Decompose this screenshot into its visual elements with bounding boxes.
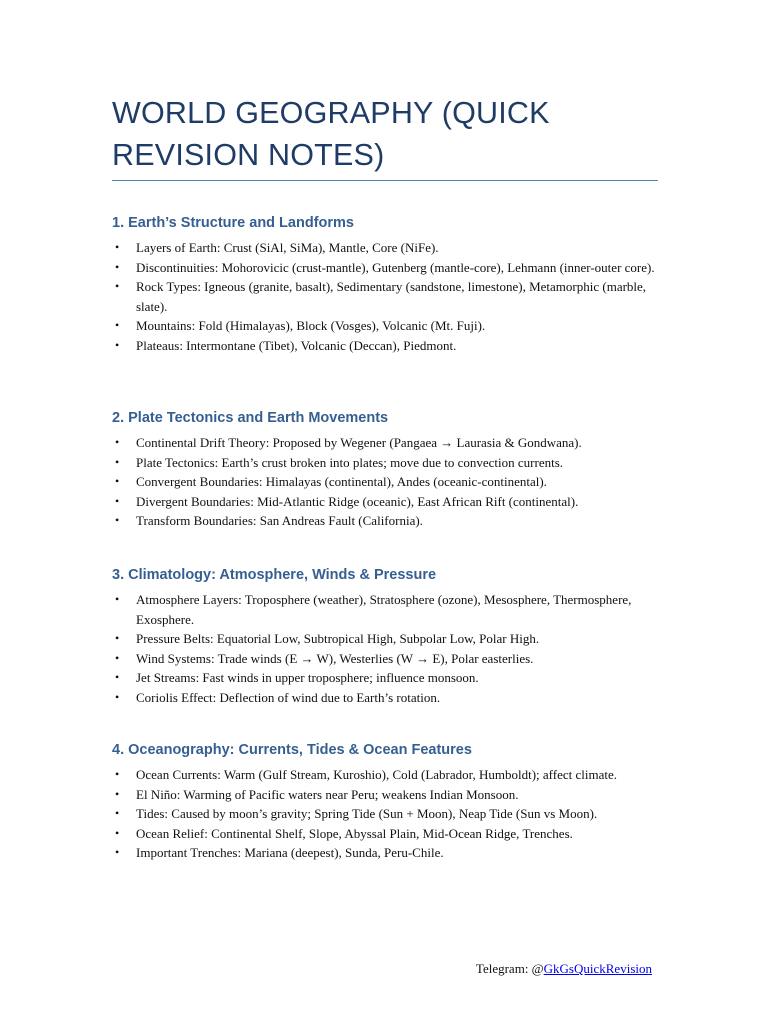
list-item bbox=[112, 824, 672, 844]
section-heading: 1. Earth’s Structure and Landforms bbox=[112, 215, 354, 231]
bullet-list bbox=[112, 590, 672, 707]
title-divider bbox=[112, 180, 658, 181]
bullet-icon: • bbox=[115, 767, 120, 781]
list-item bbox=[112, 649, 672, 669]
list-item bbox=[112, 238, 672, 258]
list-item bbox=[112, 785, 672, 805]
list-item-text: Rock Types: Igneous (granite, basalt), Sedimentary (sandstone, limestone), Metamorphic (marble, slate). bbox=[136, 279, 647, 314]
list-item-text: El Niño: Warming of Pacific waters near Peru; weakens Indian Monsoon. bbox=[136, 786, 519, 802]
section-heading: 2. Plate Tectonics and Earth Movements bbox=[112, 410, 389, 426]
bullet-icon: • bbox=[115, 318, 120, 332]
footer-label: Telegram: @ bbox=[475, 961, 544, 976]
list-item-text: Layers of Earth: Crust (SiAl, SiMa), Mantle, Core (NiFe). bbox=[136, 240, 439, 255]
bullet-icon: • bbox=[115, 279, 120, 293]
section-plate-tectonics bbox=[112, 409, 672, 531]
list-item bbox=[112, 629, 672, 649]
list-item-text: Discontinuities: Mohorovicic (crust-mantle), Gutenberg (mantle-core), Lehmann (inner-outer core). bbox=[136, 259, 655, 275]
list-item-text: Divergent Boundaries: Mid-Atlantic Ridge (oceanic), East African Rift (continental). bbox=[136, 493, 579, 509]
bullet-icon: • bbox=[115, 435, 120, 449]
list-item-text: Atmosphere Layers: Troposphere (weather), Stratosphere (ozone), Mesosphere, Thermosphere, Exosphere. bbox=[136, 592, 632, 627]
bullet-icon: • bbox=[115, 650, 120, 665]
list-item bbox=[112, 277, 672, 316]
list-item-text: Important Trenches: Mariana (deepest), Sunda, Peru-Chile. bbox=[136, 845, 444, 860]
bullet-icon: • bbox=[115, 240, 120, 254]
bullet-icon: • bbox=[115, 259, 120, 274]
bullet-list bbox=[112, 765, 672, 863]
list-item bbox=[112, 258, 672, 278]
bullet-icon: • bbox=[115, 454, 120, 469]
bullet-icon: • bbox=[115, 845, 120, 859]
list-item bbox=[112, 453, 672, 473]
list-item bbox=[112, 590, 672, 629]
list-item-text: Plate Tectonics: Earth’s crust broken into plates; move due to convection currents. bbox=[136, 454, 564, 470]
list-item bbox=[112, 316, 672, 336]
list-item bbox=[112, 472, 672, 492]
bullet-icon: • bbox=[115, 337, 120, 352]
section-oceanography bbox=[112, 741, 672, 863]
bullet-list bbox=[112, 238, 672, 355]
list-item bbox=[112, 765, 672, 785]
bullet-icon: • bbox=[115, 592, 120, 606]
list-item bbox=[112, 492, 672, 512]
bullet-icon: • bbox=[115, 670, 120, 684]
list-item bbox=[112, 511, 672, 531]
list-item-text: Coriolis Effect: Deflection of wind due to Earth’s rotation. bbox=[136, 689, 441, 705]
list-item-text: Ocean Relief: Continental Shelf, Slope, Abyssal Plain, Mid-Ocean Ridge, Trenches. bbox=[136, 825, 573, 841]
list-item-text: Jet Streams: Fast winds in upper troposphere; influence monsoon. bbox=[136, 670, 479, 685]
bullet-icon: • bbox=[115, 689, 120, 704]
list-item-text: Plateaus: Intermontane (Tibet), Volcanic (Deccan), Piedmont. bbox=[136, 337, 457, 353]
list-item-text: Ocean Currents: Warm (Gulf Stream, Kuroshio), Cold (Labrador, Humboldt); affect climate. bbox=[136, 767, 617, 782]
bullet-icon: • bbox=[115, 513, 120, 527]
list-item-text: Convergent Boundaries: Himalayas (continental), Andes (oceanic-continental). bbox=[136, 474, 547, 489]
list-item-text: Mountains: Fold (Himalayas), Block (Vosges), Volcanic (Mt. Fuji). bbox=[136, 318, 486, 333]
list-item bbox=[112, 336, 672, 356]
list-item bbox=[112, 668, 672, 688]
bullet-list bbox=[112, 433, 672, 531]
list-item bbox=[112, 843, 672, 863]
list-item bbox=[112, 804, 672, 824]
bullet-icon: • bbox=[115, 631, 120, 645]
bullet-icon: • bbox=[115, 825, 120, 840]
list-item bbox=[112, 688, 672, 708]
list-item-text: Pressure Belts: Equatorial Low, Subtropical High, Subpolar Low, Polar High. bbox=[136, 631, 540, 646]
telegram-link[interactable]: GkGsQuickRevision bbox=[543, 961, 652, 976]
list-item-text: Continental Drift Theory: Proposed by Wegener (Pangaea → Laurasia & Gondwana). bbox=[136, 435, 582, 450]
footer-telegram bbox=[476, 960, 652, 978]
bullet-icon: • bbox=[115, 806, 120, 820]
section-earth-structure bbox=[112, 214, 672, 355]
bullet-icon: • bbox=[115, 786, 120, 801]
list-item bbox=[112, 433, 672, 453]
section-climatology bbox=[112, 566, 672, 707]
bullet-icon: • bbox=[115, 474, 120, 488]
bullet-icon: • bbox=[115, 493, 120, 508]
list-item-text: Tides: Caused by moon’s gravity; Spring Tide (Sun + Moon), Neap Tide (Sun vs Moon). bbox=[136, 806, 598, 821]
list-item-text: Wind Systems: Trade winds (E → W), Westerlies (W → E), Polar easterlies. bbox=[136, 650, 534, 666]
section-heading: 4. Oceanography: Currents, Tides & Ocean Features bbox=[112, 742, 472, 758]
page-title: WORLD GEOGRAPHY (QUICK REVISION NOTES) bbox=[112, 96, 550, 172]
list-item-text: Transform Boundaries: San Andreas Fault (California). bbox=[136, 513, 423, 528]
section-heading: 3. Climatology: Atmosphere, Winds & Pressure bbox=[112, 567, 437, 583]
